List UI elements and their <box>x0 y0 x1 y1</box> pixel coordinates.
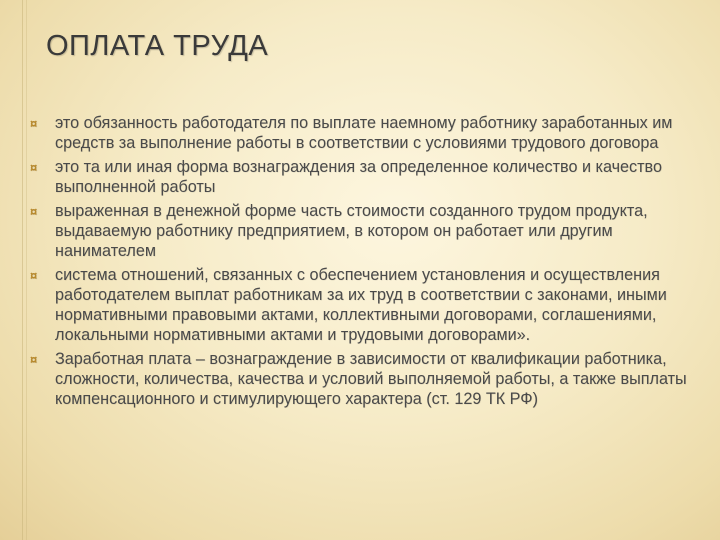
bullet-marker-icon: ¤ <box>30 204 38 219</box>
bullet-list <box>30 113 700 413</box>
bullet-item <box>30 157 700 197</box>
bullet-item <box>30 113 700 153</box>
bullet-marker-icon: ¤ <box>30 160 38 175</box>
bullet-item <box>30 201 700 261</box>
bullet-marker-icon: ¤ <box>30 352 38 367</box>
bullet-text: это обязанность работодателя по выплате наемному работнику заработанных им средств за выполнение работы в соответствии с условиями трудового договора <box>55 114 673 152</box>
left-decorative-line-secondary <box>26 0 27 540</box>
bullet-marker-icon: ¤ <box>30 268 38 283</box>
bullet-text: это та или иная форма вознаграждения за определенное количество и качество выполненной работы <box>55 158 662 196</box>
bullet-item <box>30 265 700 345</box>
slide-title: ОПЛАТА ТРУДА <box>46 30 269 62</box>
left-decorative-line <box>22 0 23 540</box>
bullet-item <box>30 349 700 409</box>
bullet-marker-icon: ¤ <box>30 116 38 131</box>
bullet-text: Заработная плата – вознаграждение в зависимости от квалификации работника, сложности, количества, качества и условий выполняемой работы, а также выплаты компенсационного и стимулирующего характера (ст. 129 ТК РФ) <box>55 350 687 408</box>
bullet-text: выраженная в денежной форме часть стоимости созданного трудом продукта, выдаваемую работнику предприятием, в котором он работает или другим нанимателем <box>55 202 648 260</box>
bullet-text: система отношений, связанных с обеспечением установления и осуществления работодателем выплат работникам за их труд в соответствии с законами, иными нормативными правовыми актами, коллективными договорами, соглашениями, локальными нормативными актами и трудовыми договорами». <box>55 266 667 344</box>
